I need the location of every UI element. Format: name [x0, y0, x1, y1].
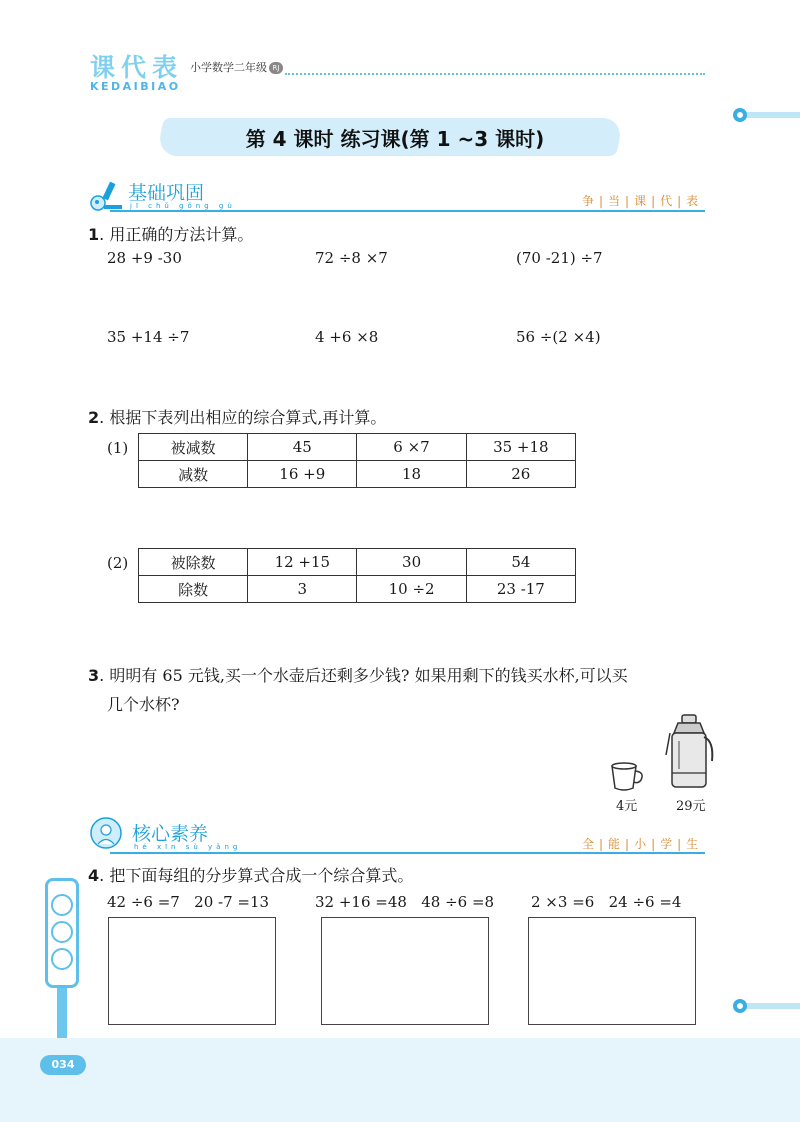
section-underline-basics: [110, 210, 705, 212]
q4-group-1: 42 ÷6 =7 20 -7 =13: [107, 893, 270, 911]
table-cell: 6 ×7: [357, 434, 466, 461]
footer-band: [0, 1038, 800, 1122]
thermos-kettle-icon: [664, 713, 716, 791]
microscope-icon: [88, 178, 126, 214]
section-pinyin-core: hé xīn sù yǎng: [134, 843, 242, 851]
q1-expr-3: (70 -21) ÷7: [516, 249, 603, 267]
table-cell: 18: [357, 461, 466, 488]
table-cell: 54: [466, 549, 575, 576]
lesson-title: 第 4 课时 练习课(第 1 ~3 课时): [245, 127, 545, 151]
q4-prompt: [88, 863, 413, 886]
table-row: [139, 461, 576, 488]
star-student-icon: [88, 815, 126, 851]
table-cell: 被除数: [139, 549, 248, 576]
table-cell: 23 -17: [466, 576, 575, 603]
header-dotted-line: [285, 73, 705, 75]
q2-prompt: [88, 405, 386, 428]
q1-expr-2: 72 ÷8 ×7: [315, 249, 388, 267]
page-number: 034: [40, 1055, 86, 1075]
section-title-basics: 基础巩固: [128, 182, 205, 204]
q2-table2-label: (2): [107, 554, 129, 572]
table-cell: 除数: [139, 576, 248, 603]
q1-prompt: [88, 222, 253, 245]
q4-answer-box-3[interactable]: [528, 917, 696, 1025]
book-subtitle: [190, 59, 283, 75]
section-pinyin-basics: jī chǔ gǒng gù: [130, 202, 236, 210]
edge-dot-top: [733, 108, 747, 122]
section-underline-core: [110, 852, 705, 854]
q1-expr-4: 35 +14 ÷7: [107, 328, 190, 346]
edge-tab-top: [740, 112, 800, 118]
q4-number: 4: [88, 866, 100, 885]
table-cell: 10 ÷2: [357, 576, 466, 603]
q2-table-1: [138, 433, 576, 488]
brand-logo-cn: 课代表: [90, 53, 184, 82]
table-cell: 16 +9: [248, 461, 357, 488]
table-cell: 26: [466, 461, 575, 488]
edge-dot-bottom: [733, 999, 747, 1013]
table-row: [139, 549, 576, 576]
q2-text: . 根据下表列出相应的综合算式,再计算。: [99, 408, 387, 427]
q3-text-line1: . 明明有 65 元钱,买一个水壶后还剩多少钱? 如果用剩下的钱买水杯,可以买: [99, 666, 628, 685]
edge-tab-bottom: [740, 1003, 800, 1009]
brand-logo-en: KEDAIBIAO: [90, 80, 181, 93]
q3-text-line2: 几个水杯?: [107, 695, 180, 714]
light-circle-top: [51, 894, 73, 916]
kettle-price: 29元: [676, 799, 706, 814]
table-cell: 45: [248, 434, 357, 461]
q4-group-2: 32 +16 =48 48 ÷6 =8: [315, 893, 495, 911]
q4-group-3: 2 ×3 =6 24 ÷6 =4: [531, 893, 682, 911]
table-row: [139, 434, 576, 461]
q3-number: 3: [88, 666, 100, 685]
section-slogan-core: 全|能|小|学|生: [582, 837, 704, 851]
light-circle-middle: [51, 921, 73, 943]
section-slogan-basics: 争|当|课|代|表: [582, 194, 704, 208]
q1-expr-5: 4 +6 ×8: [315, 328, 379, 346]
q4-answer-box-1[interactable]: [108, 917, 276, 1025]
table-cell: 3: [248, 576, 357, 603]
q1-number: 1: [88, 225, 100, 244]
q1-expr-6: 56 ÷(2 ×4): [516, 328, 601, 346]
section-title-core: 核心素养: [132, 823, 209, 845]
subtitle-text: 小学数学二年级: [190, 61, 267, 74]
edition-badge: RJ: [269, 62, 283, 74]
q2-table1-label: (1): [107, 439, 129, 457]
table-cell: 减数: [139, 461, 248, 488]
q4-answer-box-2[interactable]: [321, 917, 489, 1025]
table-row: [139, 576, 576, 603]
table-cell: 12 +15: [248, 549, 357, 576]
q4-text: . 把下面每组的分步算式合成一个综合算式。: [99, 866, 414, 885]
q2-number: 2: [88, 408, 100, 427]
table-cell: 35 +18: [466, 434, 575, 461]
q1-text: . 用正确的方法计算。: [99, 225, 254, 244]
traffic-light-pole: [57, 988, 67, 1040]
table-cell: 被减数: [139, 434, 248, 461]
q1-expr-1: 28 +9 -30: [107, 249, 182, 267]
table-cell: 30: [357, 549, 466, 576]
q3-prompt: [88, 663, 628, 686]
q2-table-2: [138, 548, 576, 603]
cup-icon: [608, 760, 648, 794]
light-circle-bottom: [51, 948, 73, 970]
cup-price: 4元: [616, 799, 638, 814]
